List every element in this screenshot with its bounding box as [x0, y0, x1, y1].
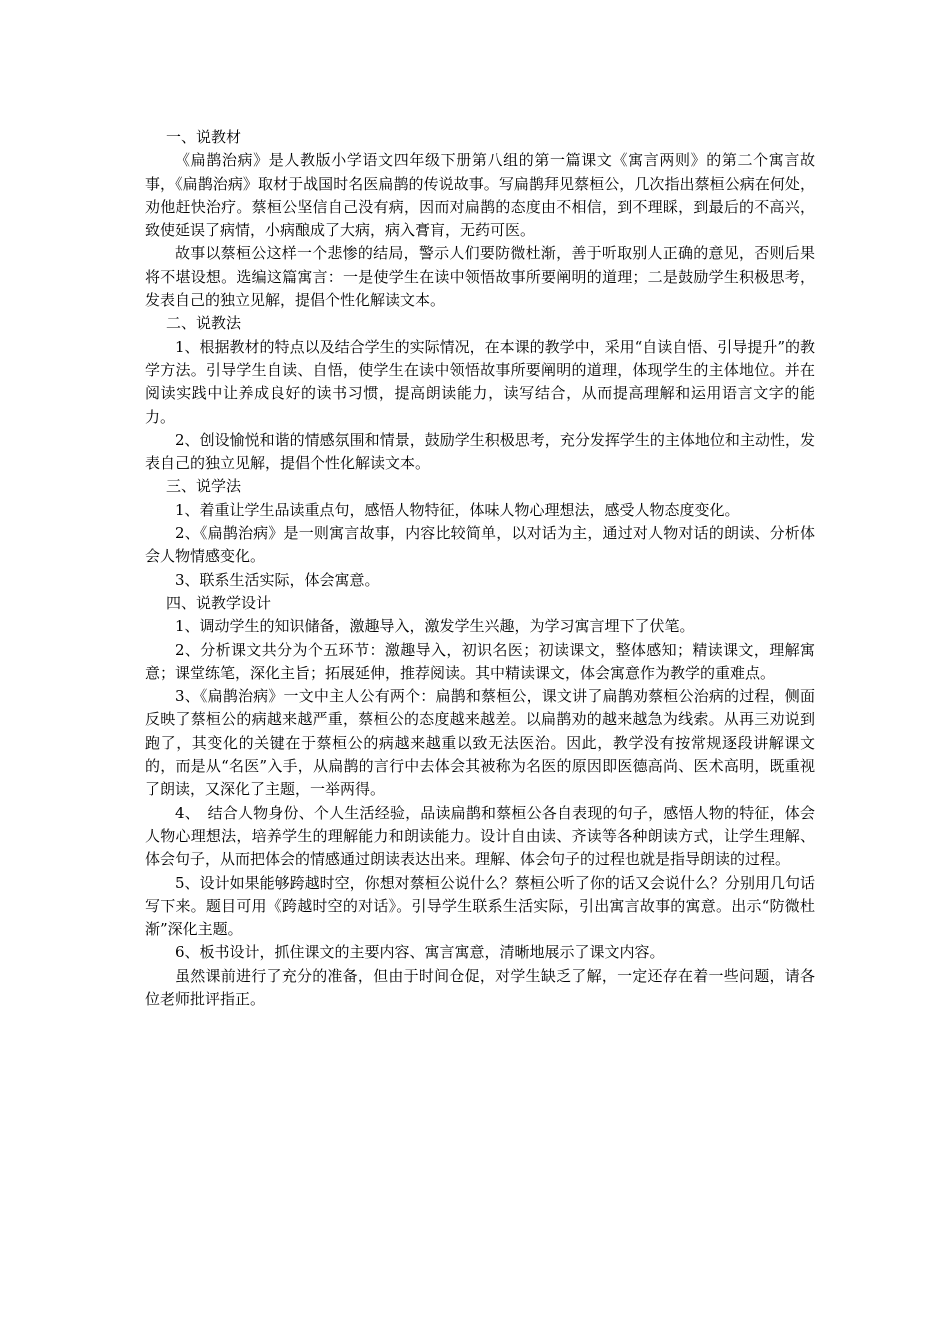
section-heading-learning-method: 三、说学法	[166, 477, 242, 496]
paragraph: 2、《扁鹊治病》是一则寓言故事，内容比较简单，以对话为主，通过对人物对话的朗读、分析体会人物情感变化。	[145, 524, 815, 566]
paragraph: 故事以蔡桓公这样一个悲惨的结局，警示人们要防微杜渐，善于听取别人正确的意见，否则后果将不堪设想。选编这篇寓言：一是使学生在读中领悟故事所要阐明的道理；二是鼓励学生积极思考，发表自己的独立见解，提倡个性化解读文本。	[145, 244, 815, 310]
section-heading-teaching-design: 四、说教学设计	[166, 593, 272, 612]
paragraph: 2、创设愉悦和谐的情感氛围和情景，鼓励学生积极思考，充分发挥学生的主体地位和主动性，发表自己的独立见解，提倡个性化解读文本。	[145, 430, 815, 473]
paragraph: 3、《扁鹊治病》一文中主人公有两个：扁鹊和蔡桓公，课文讲了扁鹊劝蔡桓公治病的过程，侧面反映了蔡桓公的病越来越严重，蔡桓公的态度越来越差。以扁鹊劝的越来越急为线索。从再三劝说到跑了，其变化的关键在于蔡桓公的病越来越重以致无法医治。因此，教学没有按常规逐段讲解课文的，而是从“名医”入手，从扁鹊的言行中去体会其被称为名医的原因即医德高尚、医术高明，既重视了朗读，又深化了主题，一举两得。	[145, 687, 815, 799]
paragraph: 1、着重让学生品读重点句，感悟人物特征，体味人物心理想法，感受人物态度变化。	[175, 500, 740, 519]
paragraph: 5、设计如果能够跨越时空，你想对蔡桓公说什么？蔡桓公听了你的话又会说什么？分别用几句话写下来。题目可用《跨越时空的对话》。引导学生联系生活实际，引出寓言故事的寓意。出示“防微杜渐”深化主题。	[145, 873, 815, 939]
section-heading-materials: 一、说教材	[166, 128, 242, 146]
paragraph: 2、分析课文共分为个五环节：激趣导入，初识名医；初读课文，整体感知；精读课文，理解寓意；课堂练笔，深化主旨；拓展延伸，推荐阅读。其中精读课文，体会寓意作为教学的重难点。	[145, 640, 815, 682]
section-heading-teaching-method: 二、说教法	[166, 314, 242, 333]
paragraph: 3、联系生活实际，体会寓意。	[175, 570, 380, 589]
paragraph: 4、 结合人物身份、个人生活经验，品读扁鹊和蔡桓公各自表现的句子，感悟人物的特征，体会人物心理想法，培养学生的理解能力和朗读能力。设计自由读、齐读等各种朗读方式，让学生理解、体会句子，从而把体会的情感通过朗读表达出来。理解、体会句子的过程也就是指导朗读的过程。	[145, 803, 815, 869]
document-body	[145, 126, 815, 1011]
paragraph: 6、板书设计，抓住课文的主要内容、寓言寓意，清晰地展示了课文内容。	[175, 943, 665, 962]
paragraph: 虽然课前进行了充分的准备，但由于时间仓促，对学生缺乏了解，一定还存在着一些问题，请各位老师批评指正。	[145, 966, 815, 1008]
paragraph: 1、调动学生的知识储备，激趣导入，激发学生兴趣，为学习寓言埋下了伏笔。	[175, 617, 695, 636]
paragraph: 1、根据教材的特点以及结合学生的实际情况，在本课的教学中，采用“自读自悟、引导提升”的教学方法。引导学生自读、自悟，使学生在读中领悟故事所要阐明的道理，体现学生的主体地位。并在阅读实践中让养成良好的读书习惯，提高朗读能力，读写结合，从而提高理解和运用语言文字的能力。	[145, 337, 815, 426]
paragraph: 《扁鹊治病》是人教版小学语文四年级下册第八组的第一篇课文《寓言两则》的第二个寓言故事，《扁鹊治病》取材于战国时名医扁鹊的传说故事。写扁鹊拜见蔡桓公，几次指出蔡桓公病在何处，劝他赶快治疗。蔡桓公坚信自己没有病，因而对扁鹊的态度由不相信，到不理睬，到最后的不高兴，致使延误了病情，小病酿成了大病，病入膏肓，无药可医。	[145, 151, 815, 240]
